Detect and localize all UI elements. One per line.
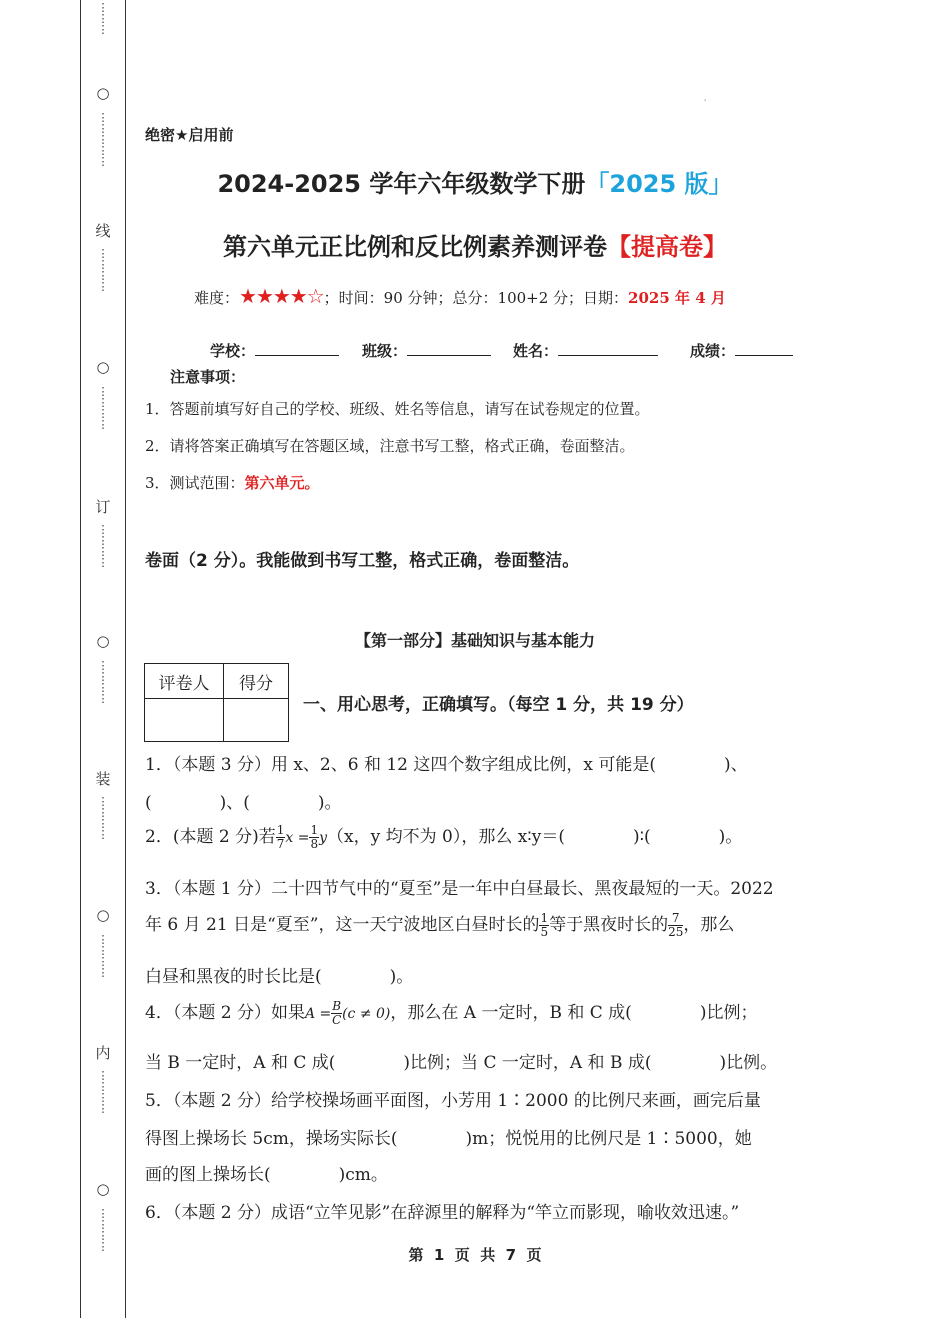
- difficulty-label: 难度：: [194, 289, 240, 307]
- note-item-1: 1．答题前填写好自己的学校、班级、姓名等信息，请写在试卷规定的位置。: [145, 400, 650, 418]
- class-blank[interactable]: [407, 341, 491, 356]
- score-table-header-reviewer: 评卷人: [145, 664, 224, 699]
- q4-var-a: A =: [304, 1006, 332, 1022]
- score-table-header-score: 得分: [224, 664, 289, 699]
- fraction-numerator: 1: [540, 911, 549, 925]
- q2-var-x: x =: [285, 830, 310, 846]
- school-blank[interactable]: [255, 341, 339, 356]
- gutter-circle: ○: [96, 632, 110, 650]
- question-2: [145, 822, 742, 851]
- grade-label: 成绩：: [690, 342, 736, 360]
- q4-condition: (c ≠ 0): [342, 1006, 391, 1022]
- fraction-1-7: [276, 824, 286, 851]
- page-title-line1: [0, 164, 950, 199]
- q2-prefix: 2．(本题 2 分)若: [145, 827, 276, 847]
- gutter-dots: ⋮ ⋮ ⋮ ⋮: [97, 523, 109, 569]
- part1-heading: 【第一部分】基础知识与基本能力: [354, 631, 595, 650]
- difficulty-stars: [239, 284, 324, 308]
- question-3-line-3: 白昼和黑夜的时长比是( )。: [145, 967, 414, 987]
- fraction-1-8: [309, 824, 319, 851]
- q4-prefix: 4．（本题 2 分）如果: [145, 1003, 305, 1023]
- gutter-dots: ⋮ ⋮ ⋮ ⋮: [97, 1069, 109, 1115]
- stray-mark: ': [704, 98, 707, 107]
- confidential-label: 绝密★启用前: [145, 126, 234, 144]
- fraction-numerator: B: [332, 999, 342, 1013]
- exam-meta: [194, 284, 726, 308]
- grade-field: [690, 340, 793, 361]
- gutter-dots: ⋮ ⋮ ⋮ ⋮: [97, 385, 109, 431]
- fraction-denominator: 7: [276, 837, 285, 851]
- score-table: [144, 663, 289, 742]
- page-footer: 第 1 页 共 7 页: [408, 1246, 542, 1264]
- fraction-denominator: 25: [668, 925, 684, 939]
- note-item-3: [145, 472, 320, 493]
- fraction-denominator: 8: [310, 837, 319, 851]
- gutter-dots: ⋮ ⋮ ⋮ ⋮: [97, 247, 109, 293]
- neatness-statement: 卷面（2 分）。我能做到书写工整，格式正确，卷面整洁。: [145, 551, 580, 571]
- title-edition: 「2025 版」: [585, 170, 733, 198]
- name-blank[interactable]: [558, 341, 658, 356]
- gutter-dots: ⋮ ⋮ ⋮ ⋮: [97, 1207, 109, 1253]
- q2-var-y: y: [319, 830, 327, 846]
- fraction-numerator: 7: [668, 912, 683, 926]
- question-3-line-2: [145, 910, 734, 939]
- fraction-7-25: [668, 912, 683, 939]
- gutter-label-nei: 内: [95, 1044, 111, 1062]
- gutter-dots: ⋮ ⋮ ⋮ ⋮: [97, 933, 109, 979]
- school-field: [210, 340, 339, 361]
- q3-text-b: 等于黑夜时长的: [549, 915, 669, 935]
- gutter-dots: ⋮ ⋮ ⋮ ⋮: [97, 795, 109, 841]
- gutter-circle: ○: [96, 358, 110, 376]
- question-5-line-2: 得图上操场长 5cm，操场实际长( )m；悦悦用的比例尺是 1∶5000，她: [145, 1129, 752, 1149]
- star-empty-icon: ☆: [306, 284, 324, 308]
- school-label: 学校：: [210, 342, 256, 360]
- grade-blank[interactable]: [735, 341, 793, 356]
- gutter-circle: ○: [96, 1180, 110, 1198]
- score-table-reviewer-cell[interactable]: [145, 699, 224, 742]
- gutter-circle: ○: [96, 84, 110, 102]
- question-6-line-1: 6．（本题 2 分）成语“立竿见影”在辞源里的解释为“竿立而影现，喻收效迅速。”: [145, 1203, 740, 1223]
- fraction-numerator: 1: [276, 823, 285, 837]
- gutter-label-zhuang: 装: [95, 770, 111, 788]
- fraction-denominator: 5: [540, 925, 549, 939]
- question-1-line-1: 1．（本题 3 分）用 x、2、6 和 12 这四个数字组成比例，x 可能是( )、: [145, 755, 748, 775]
- q4-suffix: ，那么在 A 一定时，B 和 C 成( )比例；: [390, 1003, 758, 1023]
- class-field: [362, 340, 491, 361]
- question-4-line-1: [145, 998, 757, 1027]
- note-item-2: 2．请将答案正确填写在答题区域，注意书写工整，格式正确，卷面整洁。: [145, 437, 635, 455]
- title-tag: 【提高卷】: [607, 233, 727, 261]
- note-scope-value: 第六单元。: [244, 474, 320, 492]
- gutter-label-ding: 订: [95, 498, 111, 516]
- fraction-b-c: [331, 1000, 342, 1027]
- q3-text-c: ，那么: [683, 915, 735, 935]
- page-title-line2: [0, 227, 950, 262]
- gutter-dots: ⋮ ⋮ ⋮ ⋮: [97, 659, 109, 705]
- question-5-line-3: 画的图上操场长( )cm。: [145, 1165, 388, 1185]
- class-label: 班级：: [362, 342, 408, 360]
- q2-suffix: （x，y 均不为 0），那么 x∶y＝( )∶( )。: [327, 827, 743, 847]
- exam-date: 2025 年 4 月: [628, 289, 726, 307]
- q3-text-a: 年 6 月 21 日是“夏至”，这一天宁波地区白昼时长的: [145, 915, 540, 935]
- note-scope-label: 3．测试范围：: [145, 474, 245, 492]
- gutter-circle: ○: [96, 906, 110, 924]
- meta-text: ；时间：90 分钟；总分：100+2 分；日期：: [323, 289, 629, 307]
- notes-heading: 注意事项：: [170, 368, 246, 386]
- name-field: [513, 340, 658, 361]
- gutter-dots: ⋮ ⋮ ⋮: [97, 1, 109, 36]
- title-main: 2024-2025 学年六年级数学下册: [217, 170, 586, 198]
- title-unit: 第六单元正比例和反比例素养测评卷: [223, 233, 607, 261]
- gutter-dots: ⋮ ⋮ ⋮ ⋮ ⋮: [97, 111, 109, 168]
- fraction-denominator: C: [332, 1013, 342, 1027]
- fraction-numerator: 1: [310, 823, 319, 837]
- question-3-line-1: 3．（本题 1 分）二十四节气中的“夏至”是一年中白昼最长、黑夜最短的一天。2022: [145, 879, 774, 899]
- star-filled-icon: ★★★★: [239, 284, 307, 308]
- name-label: 姓名：: [513, 342, 559, 360]
- fraction-1-5: [539, 912, 549, 939]
- gutter-label-line: 线: [95, 222, 111, 240]
- score-table-score-cell[interactable]: [224, 699, 289, 742]
- question-5-line-1: 5．（本题 2 分）给学校操场画平面图，小芳用 1∶2000 的比例尺来画，画完后量: [145, 1091, 761, 1111]
- question-4-line-2: 当 B 一定时，A 和 C 成( )比例；当 C 一定时，A 和 B 成( )比例。: [145, 1053, 778, 1073]
- question-1-line-2: ( )、( )。: [145, 793, 342, 813]
- section-1-title: 一、用心思考，正确填写。（每空 1 分，共 19 分）: [303, 695, 694, 715]
